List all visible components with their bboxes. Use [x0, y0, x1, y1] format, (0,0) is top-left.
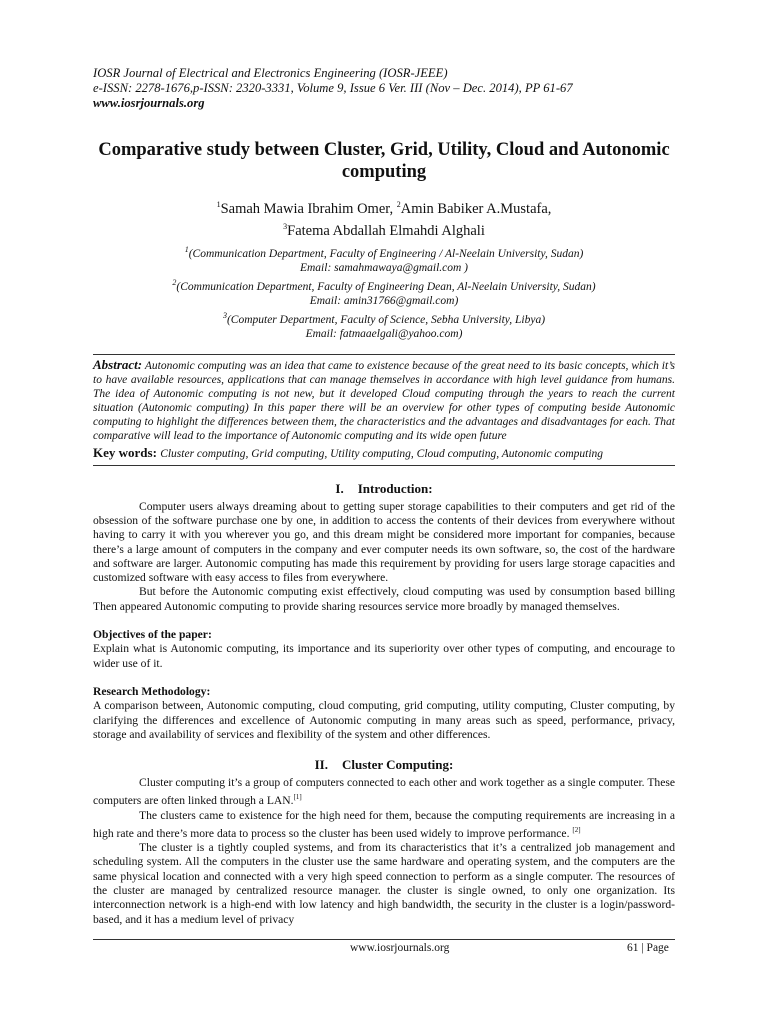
paper-title: Comparative study between Cluster, Grid, Utility, Cloud and Autonomic computing: [98, 140, 670, 182]
author-2: Amin Babiker A.Mustafa,: [400, 200, 552, 217]
paper-page: [93, 66, 675, 927]
affiliation-1: (Communication Department, Faculty of Engineering / Al-Neelain University, Sudan): [188, 247, 584, 260]
section-heading-introduction: [93, 481, 675, 497]
section-title: Introduction:: [357, 480, 433, 496]
affiliation-3-sup: 3: [222, 310, 227, 320]
section-heading-cluster: [93, 757, 675, 773]
methodology-text: A comparison between, Autonomic computing, cloud computing, grid computing, utility computing, Cluster computing, by clarifying the differences and excellence of Autonomic computing in many areas such as speed, performance, privacy, storage and availability of services and flexibility of the system and other differences.: [93, 699, 675, 741]
objectives-text: Explain what is Autonomic computing, its importance and its superiority over other types of computing, and encourage to wider use of it.: [93, 642, 675, 670]
author-list: [93, 196, 675, 240]
affiliation-2: (Communication Department, Faculty of Engineering Dean, Al-Neelain University, Sudan): [176, 280, 596, 293]
intro-paragraph-1: Computer users always dreaming about to getting super storage capabilities to their computers and get rid of the obsession of the software purchase one by one, in addition to access the contents of their devices from everywhere without having to carry it with you wherever you go, and this dream might be considered more important for companies, because there’s a large amount of computers in the company and ever computer needs its own software, so, the cost of the hardware and software are larger. Autonomic computing has made this requirement by providing for users large storage capacities and customized software with easy access to files from everywhere.: [93, 499, 675, 585]
affiliation-1-sup: 1: [184, 244, 189, 254]
author-1: Samah Mawia Ibrahim Omer,: [220, 200, 397, 217]
affiliation-1-email: Email: samahmawaya@gmail.com ): [299, 262, 469, 275]
section-number: I.: [335, 480, 344, 496]
footer-site: www.iosrjournals.org: [350, 942, 450, 954]
affiliations: [93, 243, 675, 342]
author-3: Fatema Abdallah Elmahdi Alghali: [287, 222, 485, 239]
author-3-sup: 3: [283, 221, 288, 231]
footer-divider: [93, 939, 675, 940]
section-title: Cluster Computing:: [342, 757, 454, 773]
keywords-colon: :: [152, 444, 161, 460]
keywords: [93, 445, 675, 461]
affiliation-2-sup: 2: [172, 277, 177, 287]
affiliation-3: (Computer Department, Faculty of Science, Sebha University, Libya): [226, 313, 546, 326]
keywords-text: Cluster computing, Grid computing, Utility computing, Cloud computing, Autonomic computing: [160, 447, 604, 460]
objectives-heading: Objectives of the paper:: [93, 628, 212, 642]
keywords-label: Key words: [93, 444, 153, 460]
author-2-sup: 2: [396, 200, 401, 209]
footer-page-number: 61 | Page: [627, 942, 669, 954]
cluster-paragraph-1-text: Cluster computing it’s a group of computers connected to each other and work together as a single computer. These computers are often linked through a LAN.: [93, 776, 675, 808]
affiliation-3-email: Email: fatmaaelgali@yahoo.com): [305, 328, 463, 341]
section-number: II.: [314, 757, 328, 773]
author-1-sup: 1: [216, 200, 221, 209]
journal-issn: e-ISSN: 2278-1676,p-ISSN: 2320-3331, Volume 9, Issue 6 Ver. III (Nov – Dec. 2014), PP 61-67: [93, 81, 573, 95]
cluster-paragraph-1: [93, 776, 675, 808]
journal-name: IOSR Journal of Electrical and Electronics Engineering (IOSR-JEEE): [93, 66, 448, 80]
journal-header: [93, 66, 675, 111]
affiliation-2-email: Email: amin31766@gmail.com): [309, 295, 459, 308]
cluster-paragraph-2-text: The clusters came to existence for the high need for them, because the computing requirements are increasing in a high rate and there’s more data to process so the cluster has been used widely to improve performance.: [93, 808, 675, 840]
methodology-heading: Research Methodology:: [93, 684, 211, 698]
abstract: [93, 358, 675, 443]
cluster-paragraph-2: [93, 809, 675, 841]
cluster-paragraph-3: The cluster is a tightly coupled systems, and from its characteristics that it’s a centralized job management and scheduling system. All the computers in the cluster use the same hardware and operating system, and the computers are the same physical location and connected with a very high speed connection to perform as a single computer. The resources of the cluster are managed by centralized resource manager. the cluster is single owned, to only one organization. Its interconnection network is a high-end with low latency and high bandwidth, the security in the cluster is a login/password-based, and it has a medium level of privacy: [93, 841, 675, 926]
intro-paragraph-2: But before the Autonomic computing exist effectively, cloud computing was used by consumption based billing Then appeared Autonomic computing to provide sharing resources service more broadly by managed themselves.: [93, 585, 675, 613]
citation-1: [1]: [293, 793, 302, 802]
abstract-label: Abstract:: [93, 356, 143, 372]
abstract-text: Autonomic computing was an idea that came to existence because of the great need to its basic concepts, which it’s to have available resources, applications that can manage themselves in accordance with high level guidance from humans. The idea of Autonomic computing is not new, but it developed Cloud computing through the years to reach the current situation (Autonomic computing) In this paper there will be an overview for other types of computing beside Autonomic computing to highlight the differences between them, the characteristics and the advantages and disadvantages for each. That comparative will lead to the importance of Autonomic computing and its wide open future: [93, 359, 675, 442]
journal-url: www.iosrjournals.org: [93, 96, 205, 110]
citation-2: [2]: [572, 825, 581, 834]
abstract-box: [93, 354, 675, 466]
